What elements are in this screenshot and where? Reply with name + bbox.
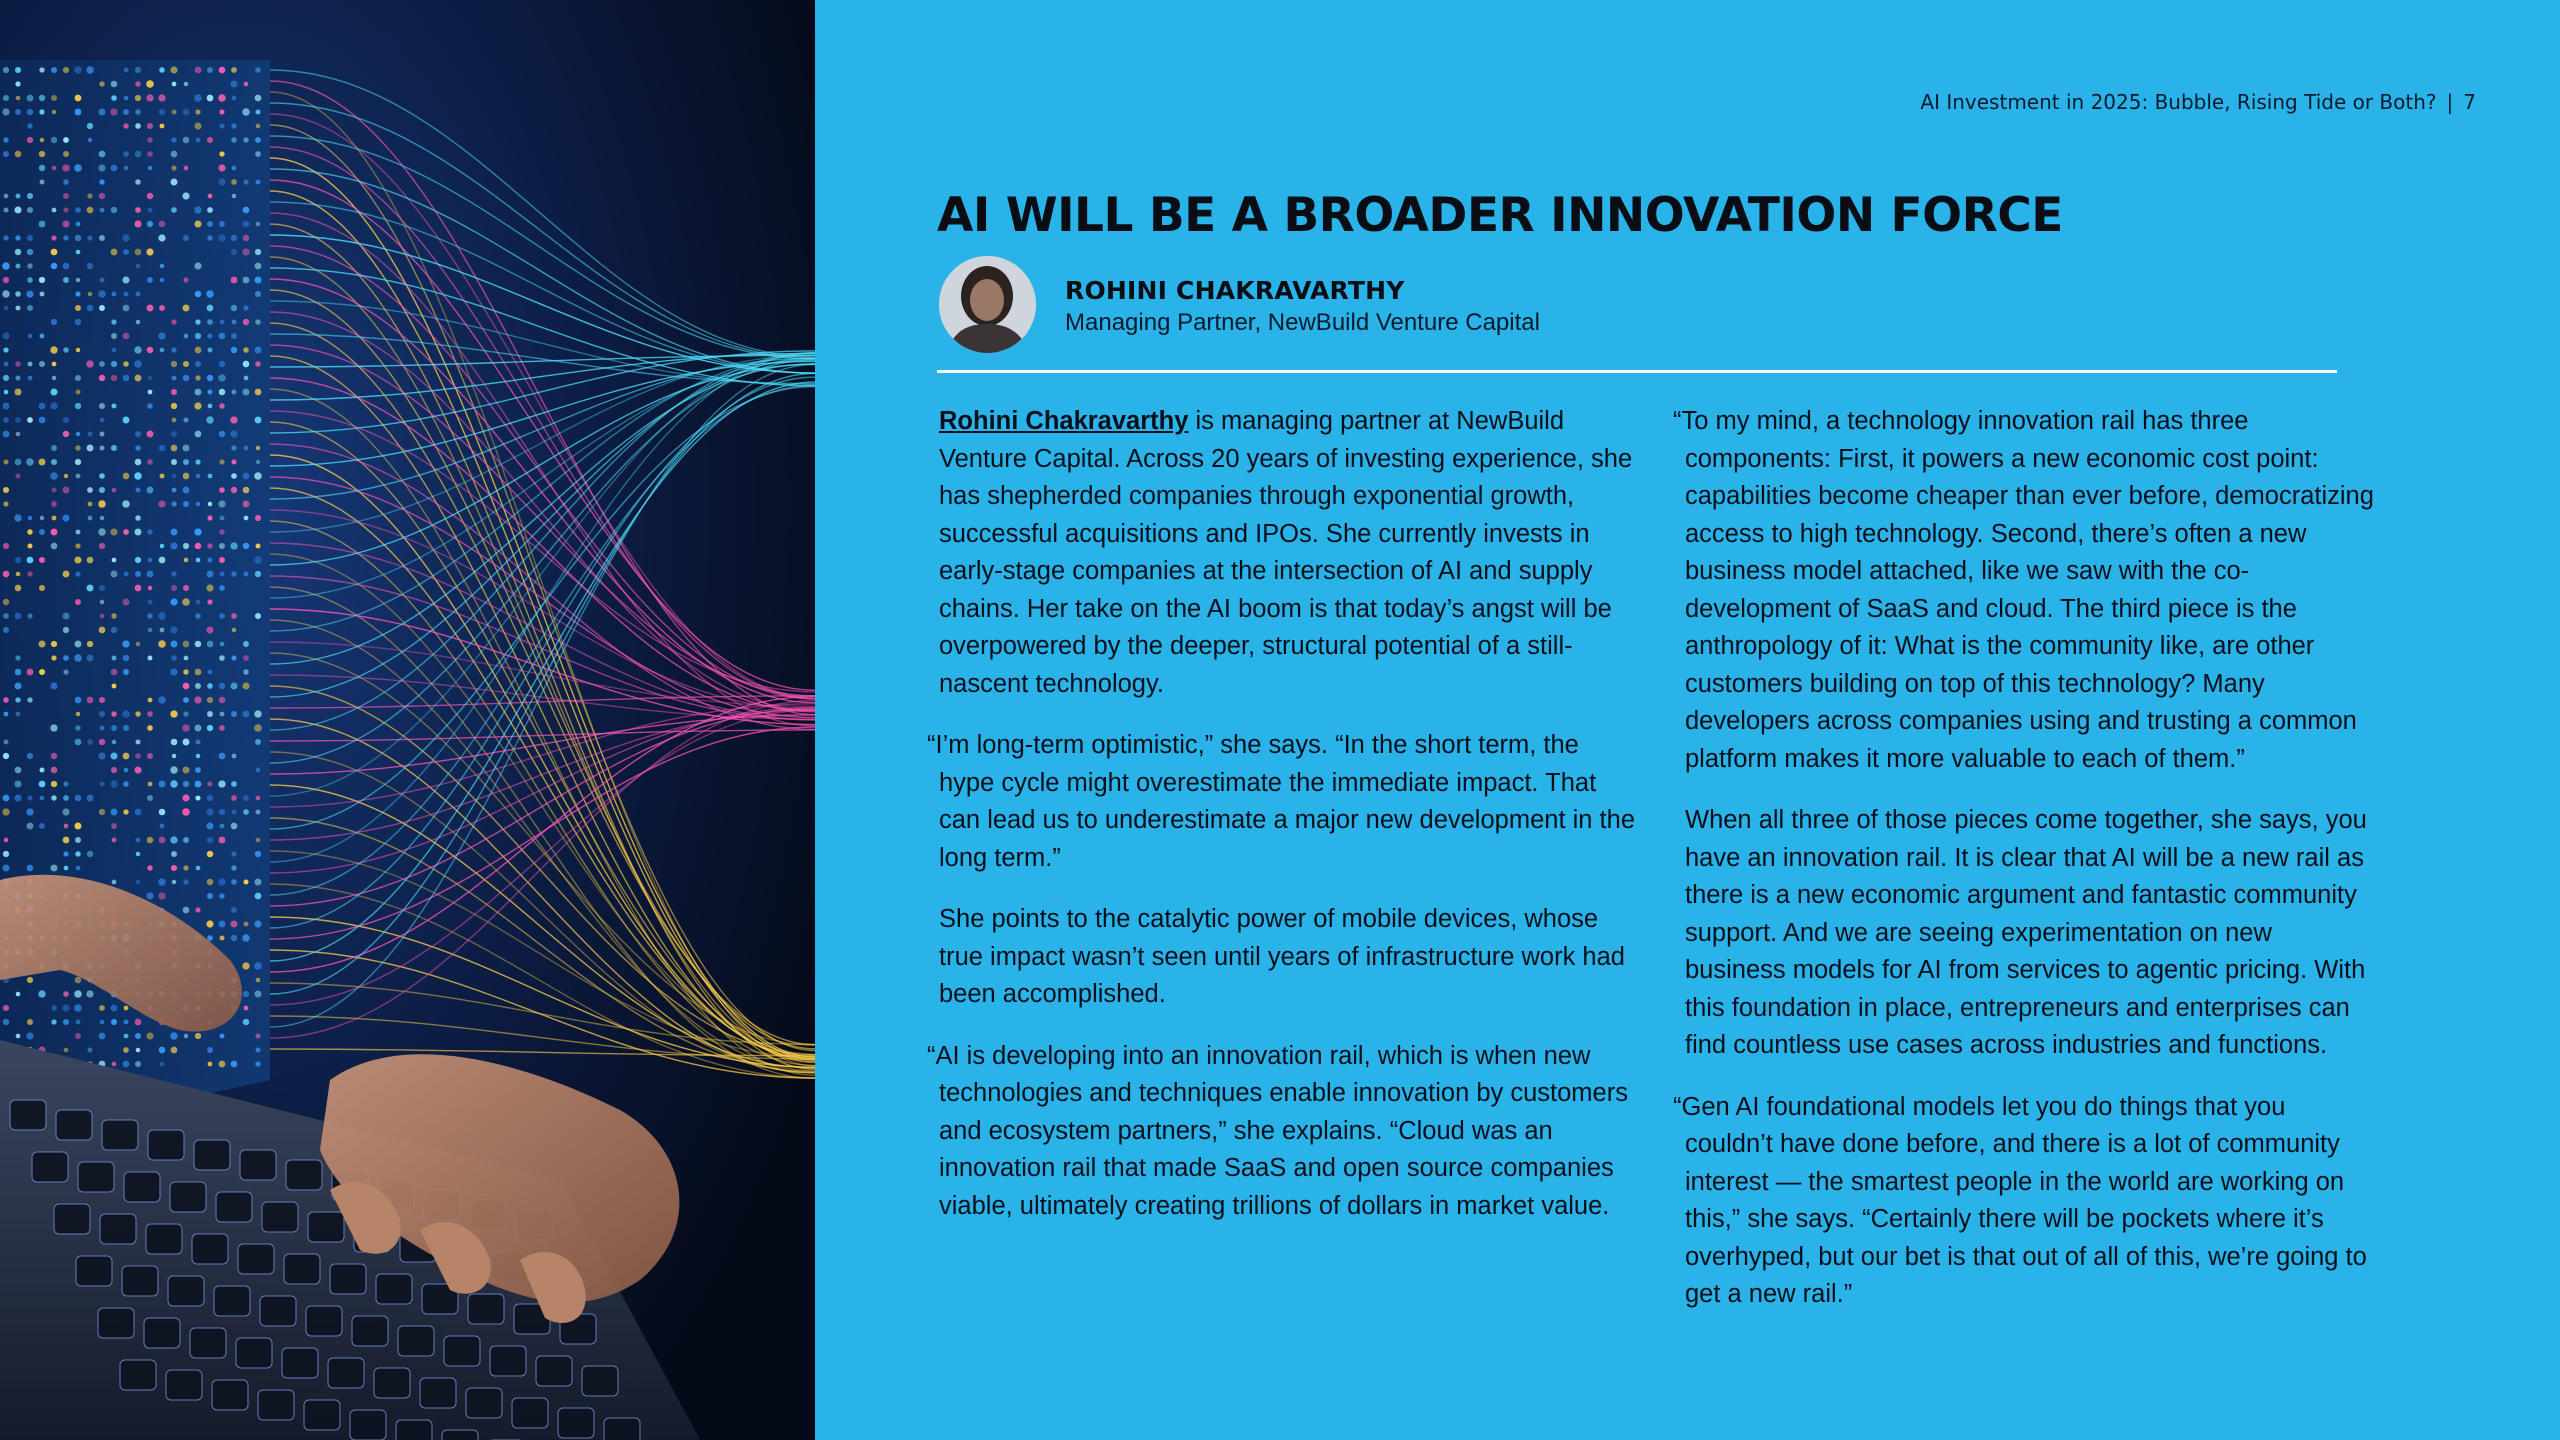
report-title: AI Investment in 2025: Bubble, Rising Tide or Both? xyxy=(1920,90,2437,114)
body-paragraph: “I’m long-term optimistic,” she says. “In the short term, the hype cycle might overestimate the immediate impact. That can lead us to underestimate a major new development in the long term.” xyxy=(927,731,1635,872)
author-bio-link[interactable]: Rohini Chakravarthy xyxy=(939,407,1189,435)
running-header xyxy=(1920,90,2476,114)
header-separator: | xyxy=(2446,90,2454,114)
author-byline xyxy=(1065,276,1540,337)
page-number: 7 xyxy=(2463,90,2476,114)
right-column xyxy=(1673,403,2375,1338)
divider-rule xyxy=(937,370,2337,373)
hero-image xyxy=(0,0,815,1440)
body-paragraph: “Gen AI foundational models let you do things that you couldn’t have done before, and there is a lot of community interest — the smartest people in the world are working on this,” she says. “Certainly there will be pockets where it’s overhyped, but our bet is that out of all of this, we’re going to get a new rail.” xyxy=(1673,1092,2367,1308)
body-paragraph: “AI is developing into an innovation rail, which is when new technologies and techniques enable innovation by customers and ecosystem partners,” she explains. “Cloud was an innovation rail that made SaaS and open source companies viable, ultimately creating trillions of dollars in market value. xyxy=(927,1041,1628,1220)
body-paragraph: She points to the catalytic power of mobile devices, whose true impact wasn’t seen until years of infrastructure work had been accomplished. xyxy=(939,905,1625,1008)
bio-text: is managing partner at NewBuild Venture Capital. Across 20 years of investing experience, she has shepherded companies through exponential growth, successful acquisitions and IPOs. She currently invests in early-stage companies at the intersection of AI and supply chains. Her take on the AI boom is that today’s angst will be overpowered by the deeper, structural potential of a still-nascent technology. xyxy=(939,407,1633,698)
article-title: AI WILL BE A BROADER INNOVATION FORCE xyxy=(937,188,2063,243)
left-column xyxy=(927,403,1639,1249)
body-paragraph: “To my mind, a technology innovation rail has three components: First, it powers a new economic cost point: capabilities become cheaper than ever before, democratizing access to high technology. Second, there’s often a new business model attached, like we saw with the co-development of SaaS and cloud. The third piece is the anthropology of it: What is the community like, are other customers building on top of this technology? Many developers across companies using and trusting a common platform makes it more valuable to each of them.” xyxy=(1673,407,2374,773)
author-avatar xyxy=(939,256,1036,353)
body-paragraph: When all three of those pieces come together, she says, you have an innovation rail. It is clear that AI will be a new rail as there is a new economic argument and fantastic community support. And we are seeing experimentation on new business models for AI from services to agentic pricing. With this foundation in place, entrepreneurs and enterprises can find countless use cases across industries and functions. xyxy=(1685,806,2367,1059)
author-role: Managing Partner, NewBuild Venture Capital xyxy=(1065,309,1540,336)
bio-paragraph xyxy=(939,403,1639,703)
article-page xyxy=(815,0,2560,1440)
author-name: ROHINI CHAKRAVARTHY xyxy=(1065,276,1405,305)
